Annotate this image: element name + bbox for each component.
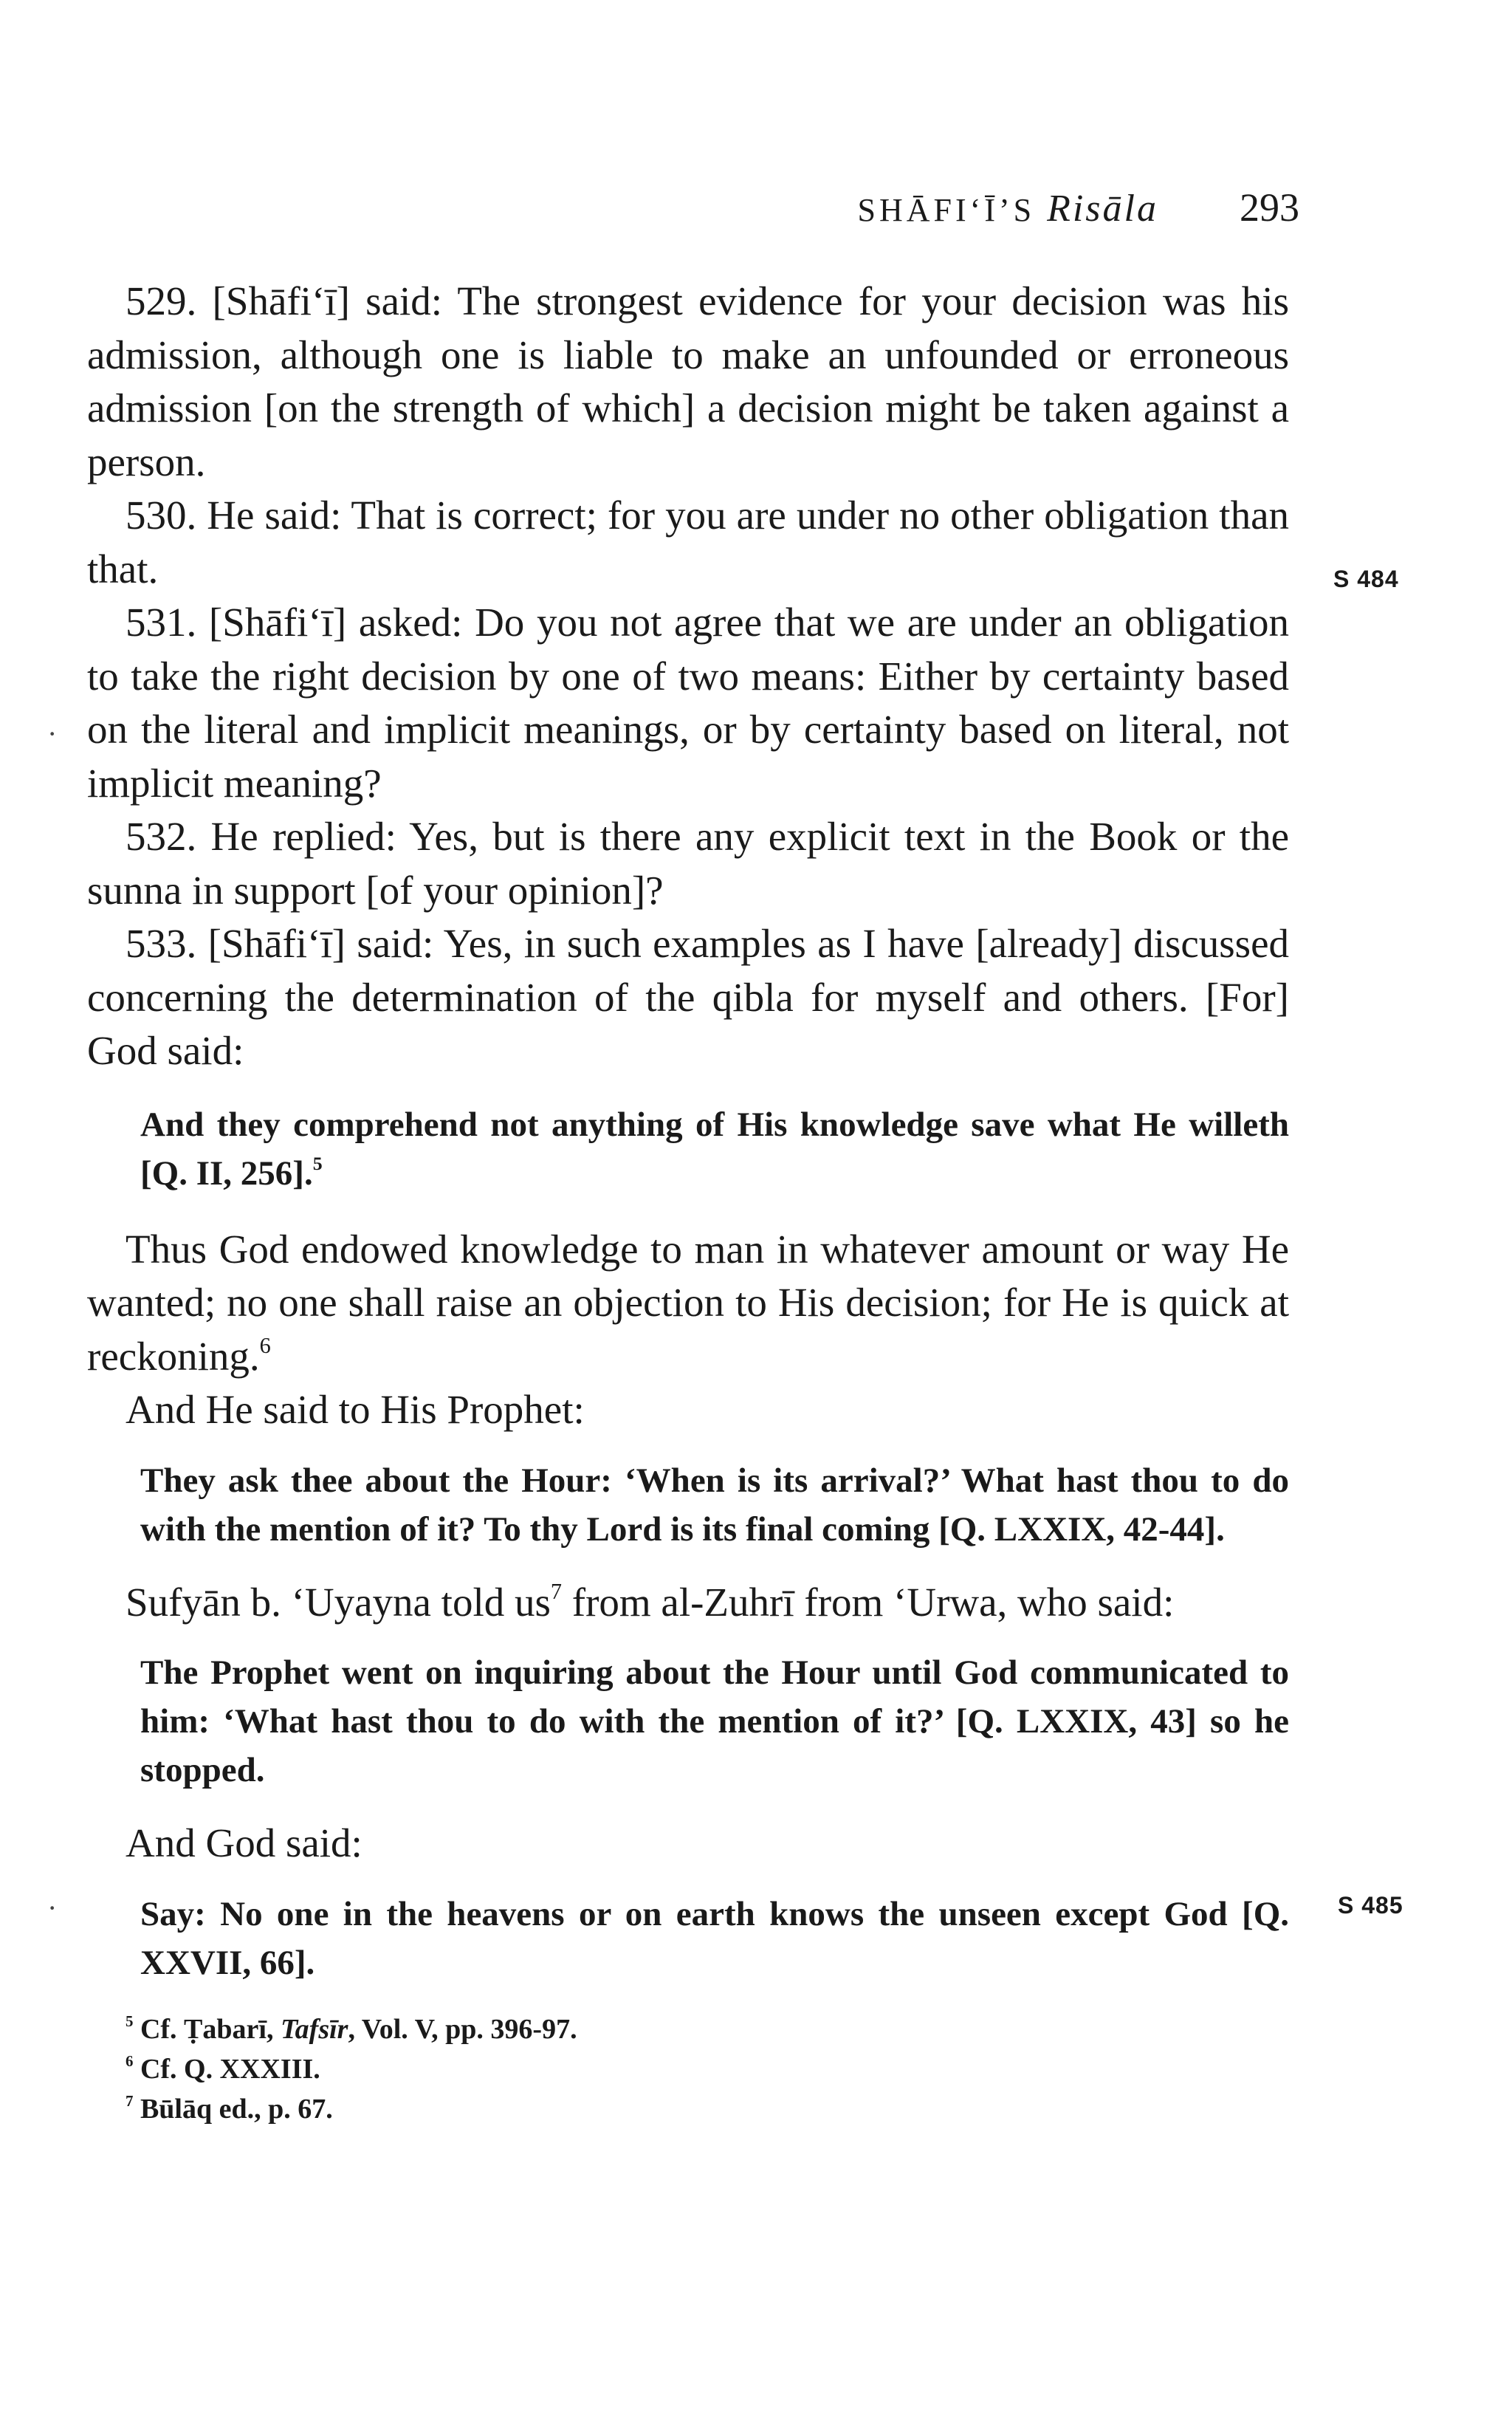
page-number: 293 (1240, 185, 1299, 230)
footnote-7-mark: 7 (126, 2091, 134, 2110)
quote-1-text: And they comprehend not anything of His knowledge save what He willeth [Q. II, 256]. (140, 1105, 1289, 1193)
sufyan-text-a: Sufyān b. ‘Uyayna told us (126, 1579, 551, 1625)
marginal-reference-s484: S 484 (1333, 566, 1399, 592)
footnote-6-text: Cf. Q. XXXIII. (140, 2053, 320, 2085)
main-text (87, 275, 1289, 2129)
footnote-6-mark: 6 (126, 2051, 134, 2070)
footnote-ref-5: 5 (312, 1153, 323, 1175)
paragraph-530: 530. He said: That is correct; for you are under no other obligation than that. (87, 493, 1289, 592)
footnote-6 (126, 2049, 1289, 2089)
margin-arrow-mark: · (47, 1891, 58, 1924)
footnotes (126, 2009, 1289, 2129)
hadith-quote: The Prophet went on inquiring about the Hour until God communicated to him: ‘What hast thou to do with the mention of it?’ [Q. LXXIX, 43] so he stopped. (140, 1653, 1289, 1789)
running-title-italic: Risāla (1047, 188, 1158, 230)
footnote-5-text-a: Cf. Ṭabarī, (140, 2013, 281, 2045)
footnote-5-text-b: , Vol. V, pp. 396-97. (348, 2013, 577, 2045)
paragraph-531: 531. [Shāfi‘ī] asked: Do you not agree that we are under an obligation to take the right decision by one of two means: Either by certainty based on the literal and implicit meanings, or by certainty based on literal, not implicit meaning? (87, 600, 1289, 806)
paragraph-and-god-said: And God said: (126, 1820, 362, 1865)
running-header (768, 185, 1299, 236)
paragraph-533: 533. [Shāfi‘ī] said: Yes, in such examples as I have [already] discussed concerning the determination of the qibla for myself and others. [For] God said: (87, 921, 1289, 1073)
margin-tick-mark: · (47, 717, 58, 750)
footnote-7 (126, 2089, 1289, 2129)
paragraph-532: 532. He replied: Yes, but is there any explicit text in the Book or the sunna in support [of your opinion]? (87, 814, 1289, 913)
paragraph-and-he-said: And He said to His Prophet: (126, 1387, 585, 1432)
footnote-7-text: Būlāq ed., p. 67. (140, 2093, 333, 2125)
footnote-5-mark: 5 (126, 2012, 134, 2030)
paragraph-sufyan (87, 1576, 1289, 1630)
quran-quote-1 (140, 1100, 1289, 1198)
running-title-prefix: SHĀFI‘Ī’S (857, 192, 1036, 228)
footnote-5 (126, 2009, 1289, 2049)
footnote-ref-7: 7 (550, 1579, 563, 1605)
sufyan-text-b: from al-Zuhrī from ‘Urwa, who said: (562, 1579, 1175, 1625)
marginal-reference-s485: S 485 (1338, 1892, 1403, 1919)
paragraph-thus (87, 1223, 1289, 1384)
quran-quote-2: They ask thee about the Hour: ‘When is its arrival?’ What hast thou to do with the mention of it? To thy Lord is its final coming [Q. LXXIX, 42-44]. (140, 1461, 1289, 1549)
footnote-5-italic: Tafsīr (280, 2013, 348, 2045)
footnote-ref-6: 6 (259, 1333, 271, 1359)
running-title (858, 187, 1158, 230)
thus-text: Thus God endowed knowledge to man in whatever amount or way He wanted; no one shall raise an objection to His decision; for He is quick at reckoning. (87, 1226, 1289, 1379)
paragraph-529: 529. [Shāfi‘ī] said: The strongest evidence for your decision was his admission, although one is liable to make an unfounded or erroneous admission [on the strength of which] a decision might be taken against a person. (87, 278, 1289, 484)
quran-quote-4: Say: No one in the heavens or on earth knows the unseen except God [Q. XXVII, 66]. (140, 1894, 1289, 1982)
